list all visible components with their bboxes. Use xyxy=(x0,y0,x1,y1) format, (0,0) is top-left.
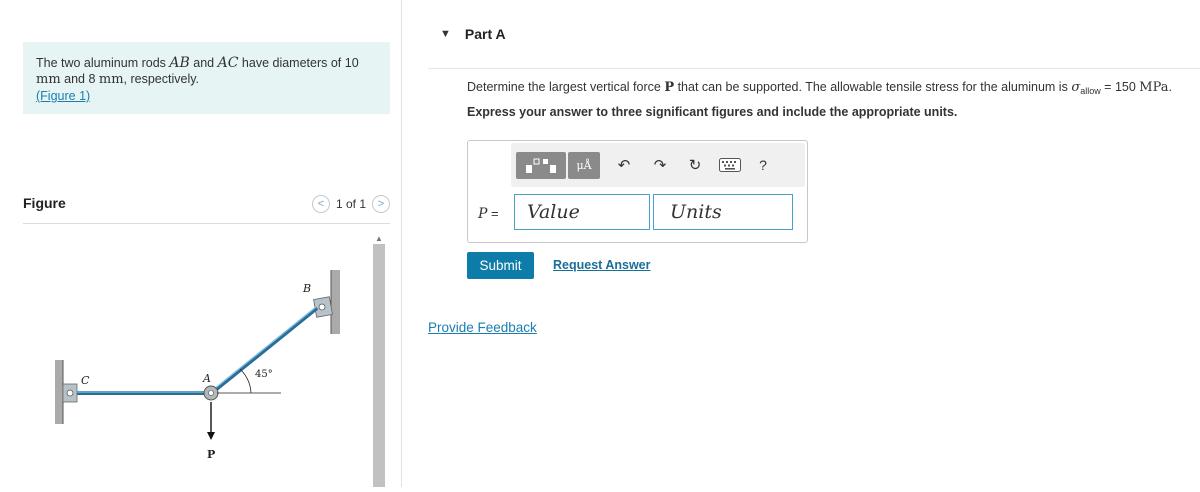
redo-icon[interactable]: ↷ xyxy=(653,157,667,174)
problem-text-4: and 8 xyxy=(60,72,99,86)
label-a: A xyxy=(203,372,211,385)
request-answer-link[interactable]: Request Answer xyxy=(553,258,651,272)
instruction-text: Express your answer to three significant figures and include the appropriate units. xyxy=(467,105,958,119)
right-wall xyxy=(331,270,340,334)
label-force-p: P xyxy=(207,448,216,461)
left-wall xyxy=(55,360,63,424)
figure-pager xyxy=(312,195,390,213)
templates-icon xyxy=(524,157,558,174)
question-text-3: = 150 xyxy=(1100,80,1140,94)
templates-button[interactable] xyxy=(516,152,566,179)
sigma-subscript: allow xyxy=(1080,86,1101,96)
figure-image xyxy=(23,226,368,487)
question-text-2: that can be supported. The allowable tensile stress for the aluminum is xyxy=(674,80,1072,94)
part-a-header[interactable] xyxy=(440,26,506,42)
problem-text-3: have diameters of 10 xyxy=(238,56,359,70)
answer-equals: = xyxy=(487,206,499,221)
answer-box xyxy=(467,140,808,243)
force-arrowhead xyxy=(207,432,215,440)
unit-mm-1: mm xyxy=(36,72,61,87)
panel-divider xyxy=(401,0,402,487)
units-button[interactable]: μÅ xyxy=(568,152,600,179)
pin-c xyxy=(67,390,73,396)
problem-panel xyxy=(0,0,400,487)
figure-header xyxy=(23,192,390,224)
question-unit: MPa xyxy=(1139,80,1169,95)
help-icon[interactable]: ? xyxy=(759,157,767,173)
reset-icon[interactable]: ↻ xyxy=(688,157,702,174)
angle-arc xyxy=(240,369,251,393)
figure-link[interactable]: (Figure 1) xyxy=(36,89,91,103)
figure-title: Figure xyxy=(23,195,66,211)
provide-feedback-link[interactable]: Provide Feedback xyxy=(428,320,537,335)
undo-icon[interactable]: ↶ xyxy=(617,157,631,174)
units-input[interactable] xyxy=(653,194,793,230)
problem-statement xyxy=(23,42,390,114)
answer-toolbar xyxy=(511,143,805,187)
question-force: P xyxy=(664,80,675,95)
part-title: Part A xyxy=(464,26,506,42)
label-c: C xyxy=(81,374,90,387)
question-text-1: Determine the largest vertical force xyxy=(467,80,665,94)
part-divider xyxy=(428,68,1200,69)
pager-count: 1 of 1 xyxy=(335,197,366,211)
submit-button[interactable]: Submit xyxy=(467,252,534,279)
next-figure-button[interactable]: > xyxy=(372,195,390,213)
question-text-4: . xyxy=(1168,80,1172,94)
joint-a-pin xyxy=(209,391,214,396)
answer-var: P xyxy=(478,206,488,222)
keyboard-glyph xyxy=(719,158,741,172)
unit-mm-2: mm xyxy=(98,72,124,87)
rod-ac-label: AC xyxy=(217,55,239,71)
label-b: B xyxy=(303,282,312,295)
value-input[interactable] xyxy=(514,194,650,230)
figure-diagram xyxy=(23,226,368,487)
question-text xyxy=(467,80,1172,95)
pin-b xyxy=(319,304,325,310)
answer-variable-label xyxy=(478,206,499,222)
collapse-caret-icon[interactable]: ▼ xyxy=(440,28,451,40)
scroll-up-icon[interactable]: ▲ xyxy=(375,233,383,243)
label-angle: 45° xyxy=(255,369,273,380)
rod-ab-label: AB xyxy=(169,55,190,71)
scroll-thumb[interactable] xyxy=(373,244,385,487)
keyboard-icon[interactable] xyxy=(719,157,741,173)
problem-text-5: , respectively. xyxy=(123,72,200,86)
problem-text-2: and xyxy=(189,56,218,70)
part-a-body xyxy=(428,68,1200,487)
figure-scrollbar[interactable] xyxy=(372,232,386,487)
problem-text-1: The two aluminum rods xyxy=(36,56,170,70)
prev-figure-button[interactable]: < xyxy=(312,195,330,213)
sigma-symbol: σ xyxy=(1071,80,1081,95)
